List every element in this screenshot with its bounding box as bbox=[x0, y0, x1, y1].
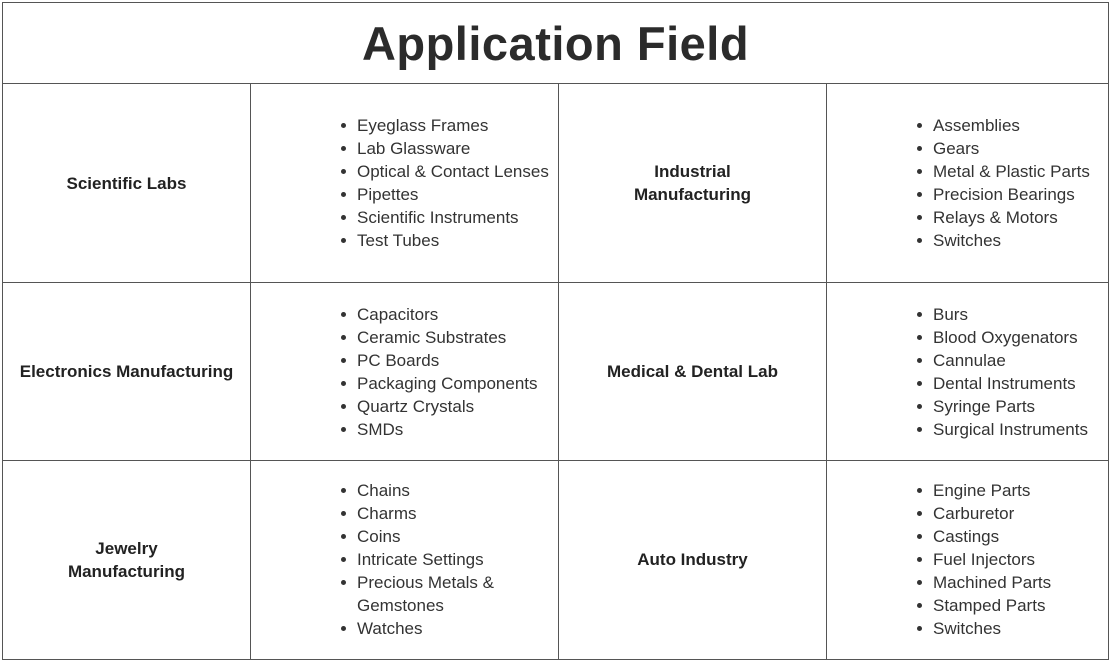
list-item bbox=[933, 160, 1108, 183]
list-item-text: Relays & Motors bbox=[933, 208, 1058, 228]
category-cell bbox=[3, 283, 251, 460]
bullet-icon bbox=[341, 580, 346, 585]
items-list bbox=[251, 114, 558, 252]
list-item-text: Intricate Settings bbox=[357, 550, 484, 570]
list-item bbox=[933, 525, 1108, 548]
bullet-icon bbox=[341, 358, 346, 363]
category-label: Industrial Manufacturing bbox=[633, 162, 752, 205]
list-item bbox=[357, 206, 558, 229]
bullet-icon bbox=[917, 335, 922, 340]
list-item bbox=[357, 525, 558, 548]
list-item-text: Fuel Injectors bbox=[933, 550, 1036, 570]
category-cell bbox=[3, 460, 251, 659]
bullet-icon bbox=[341, 192, 346, 197]
list-item-text: Scientific Instruments bbox=[357, 208, 519, 228]
list-item-text: Capacitors bbox=[357, 304, 439, 324]
list-item bbox=[933, 206, 1108, 229]
list-item-text: Coins bbox=[357, 527, 401, 547]
category-label: Auto Industry bbox=[637, 550, 748, 570]
list-item-text: Switches bbox=[933, 619, 1002, 639]
category-cell bbox=[559, 84, 827, 283]
bullet-icon bbox=[341, 215, 346, 220]
bullet-icon bbox=[341, 123, 346, 128]
list-item bbox=[357, 349, 558, 372]
list-item-text: Surgical Instruments bbox=[933, 419, 1088, 439]
list-item-text: Machined Parts bbox=[933, 573, 1052, 593]
list-item bbox=[933, 479, 1108, 502]
category-cell bbox=[559, 283, 827, 460]
list-item bbox=[357, 617, 558, 640]
bullet-icon bbox=[917, 215, 922, 220]
bullet-icon bbox=[917, 381, 922, 386]
bullet-icon bbox=[917, 238, 922, 243]
bullet-icon bbox=[917, 123, 922, 128]
list-item bbox=[933, 395, 1108, 418]
list-item-text: Optical & Contact Lenses bbox=[357, 162, 549, 182]
list-item-text: Assemblies bbox=[933, 116, 1020, 136]
list-item-text: Test Tubes bbox=[357, 231, 440, 251]
list-item-text: PC Boards bbox=[357, 350, 440, 370]
list-item-text: Castings bbox=[933, 527, 1000, 547]
bullet-icon bbox=[917, 603, 922, 608]
category-cell bbox=[559, 460, 827, 659]
category-label: Medical & Dental Lab bbox=[607, 362, 778, 382]
list-item-text: Gears bbox=[933, 139, 980, 159]
bullet-icon bbox=[917, 146, 922, 151]
items-list bbox=[827, 479, 1108, 640]
items-list bbox=[827, 303, 1108, 441]
page-title: Application Field bbox=[361, 16, 750, 70]
list-item bbox=[357, 303, 558, 326]
items-cell bbox=[251, 283, 559, 460]
items-cell bbox=[251, 460, 559, 659]
list-item bbox=[357, 160, 558, 183]
bullet-icon bbox=[917, 358, 922, 363]
bullet-icon bbox=[341, 335, 346, 340]
category-label: Jewelry Manufacturing bbox=[67, 538, 186, 581]
list-item bbox=[933, 229, 1108, 252]
bullet-icon bbox=[917, 312, 922, 317]
items-cell bbox=[827, 84, 1109, 283]
bullet-icon bbox=[341, 427, 346, 432]
list-item bbox=[933, 349, 1108, 372]
table-row bbox=[3, 84, 1109, 283]
list-item bbox=[933, 571, 1108, 594]
list-item-text: Syringe Parts bbox=[933, 396, 1036, 416]
list-item bbox=[357, 326, 558, 349]
title-row bbox=[3, 3, 1109, 84]
bullet-icon bbox=[917, 557, 922, 562]
list-item-text: Metal & Plastic Parts bbox=[933, 162, 1090, 182]
list-item bbox=[357, 479, 558, 502]
list-item-text: Burs bbox=[933, 304, 968, 324]
bullet-icon bbox=[917, 488, 922, 493]
list-item bbox=[357, 183, 558, 206]
list-item-text: Charms bbox=[357, 504, 417, 524]
bullet-icon bbox=[341, 312, 346, 317]
bullet-icon bbox=[341, 488, 346, 493]
bullet-icon bbox=[341, 146, 346, 151]
list-item bbox=[357, 137, 558, 160]
list-item bbox=[933, 183, 1108, 206]
list-item bbox=[357, 229, 558, 252]
list-item-text: Carburetor bbox=[933, 504, 1015, 524]
bullet-icon bbox=[341, 381, 346, 386]
title-cell bbox=[3, 3, 1109, 84]
list-item-text: Precision Bearings bbox=[933, 185, 1075, 205]
bullet-icon bbox=[341, 534, 346, 539]
list-item bbox=[933, 617, 1108, 640]
list-item bbox=[933, 137, 1108, 160]
list-item-text: Watches bbox=[357, 619, 423, 639]
items-cell bbox=[827, 283, 1109, 460]
list-item bbox=[933, 303, 1108, 326]
list-item-text: Engine Parts bbox=[933, 481, 1031, 501]
list-item-text: Lab Glassware bbox=[357, 139, 471, 159]
list-item bbox=[357, 395, 558, 418]
bullet-icon bbox=[341, 511, 346, 516]
items-cell bbox=[827, 460, 1109, 659]
table-row bbox=[3, 460, 1109, 659]
list-item bbox=[357, 571, 558, 617]
list-item bbox=[933, 372, 1108, 395]
list-item-text: Chains bbox=[357, 481, 410, 501]
bullet-icon bbox=[341, 557, 346, 562]
items-list bbox=[251, 479, 558, 640]
bullet-icon bbox=[917, 580, 922, 585]
items-cell bbox=[251, 84, 559, 283]
items-list bbox=[251, 303, 558, 441]
list-item-text: SMDs bbox=[357, 419, 404, 439]
list-item bbox=[933, 502, 1108, 525]
bullet-icon bbox=[341, 169, 346, 174]
list-item bbox=[933, 594, 1108, 617]
list-item-text: Dental Instruments bbox=[933, 373, 1076, 393]
list-item-text: Precious Metals & Gemstones bbox=[357, 573, 494, 616]
table-row bbox=[3, 283, 1109, 460]
list-item-text: Stamped Parts bbox=[933, 596, 1046, 616]
list-item bbox=[933, 326, 1108, 349]
list-item bbox=[933, 114, 1108, 137]
list-item-text: Ceramic Substrates bbox=[357, 327, 507, 347]
list-item bbox=[357, 114, 558, 137]
list-item bbox=[357, 548, 558, 571]
bullet-icon bbox=[341, 238, 346, 243]
bullet-icon bbox=[917, 192, 922, 197]
list-item-text: Packaging Components bbox=[357, 373, 538, 393]
list-item bbox=[357, 372, 558, 395]
bullet-icon bbox=[917, 169, 922, 174]
category-label: Electronics Manufacturing bbox=[19, 362, 234, 382]
list-item bbox=[357, 502, 558, 525]
list-item bbox=[933, 548, 1108, 571]
list-item-text: Eyeglass Frames bbox=[357, 116, 489, 136]
bullet-icon bbox=[917, 427, 922, 432]
list-item bbox=[933, 418, 1108, 441]
bullet-icon bbox=[917, 626, 922, 631]
list-item bbox=[357, 418, 558, 441]
list-item-text: Cannulae bbox=[933, 350, 1006, 370]
bullet-icon bbox=[917, 511, 922, 516]
category-label: Scientific Labs bbox=[66, 173, 187, 193]
list-item-text: Quartz Crystals bbox=[357, 396, 475, 416]
application-field-table bbox=[2, 2, 1109, 660]
bullet-icon bbox=[341, 626, 346, 631]
bullet-icon bbox=[917, 534, 922, 539]
bullet-icon bbox=[917, 404, 922, 409]
list-item-text: Blood Oxygenators bbox=[933, 327, 1078, 347]
bullet-icon bbox=[341, 404, 346, 409]
list-item-text: Pipettes bbox=[357, 185, 419, 205]
list-item-text: Switches bbox=[933, 231, 1002, 251]
category-cell bbox=[3, 84, 251, 283]
items-list bbox=[827, 114, 1108, 252]
